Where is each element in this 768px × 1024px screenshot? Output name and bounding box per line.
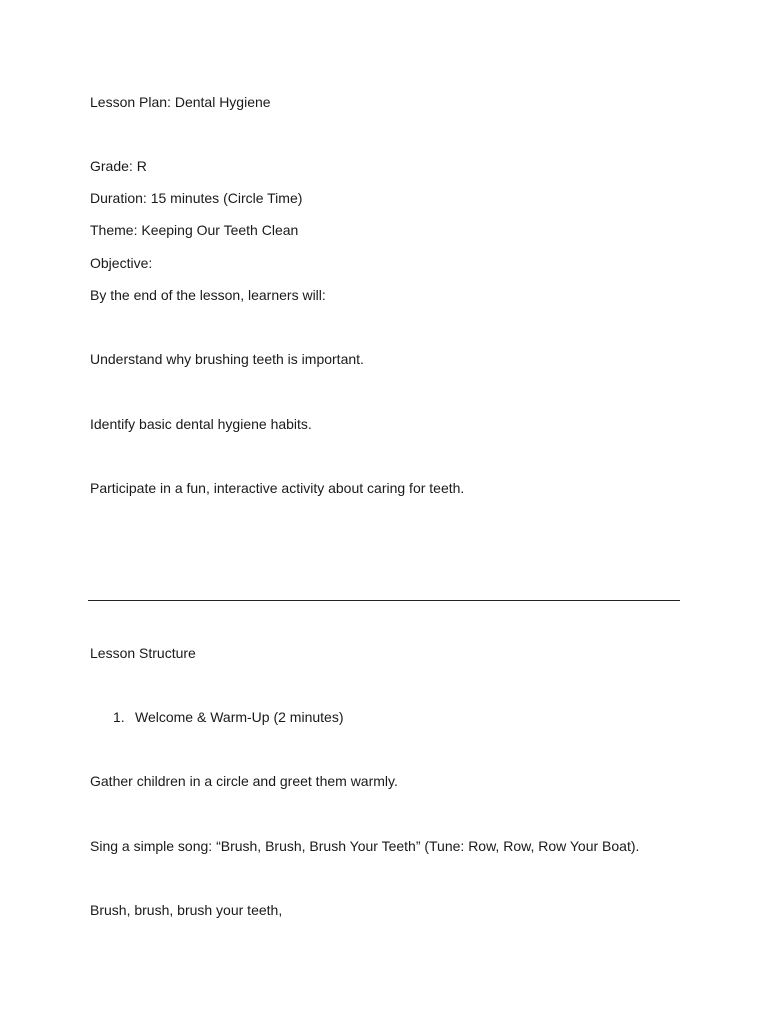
warmup-step-2: Sing a simple song: “Brush, Brush, Brush Your Teeth” (Tune: Row, Row, Row Your Boat). bbox=[90, 838, 640, 854]
objective-item-1: Understand why brushing teeth is important. bbox=[90, 351, 364, 367]
duration-line: Duration: 15 minutes (Circle Time) bbox=[90, 190, 303, 206]
grade-line: Grade: R bbox=[90, 158, 147, 174]
list-item-label: Welcome & Warm-Up (2 minutes) bbox=[135, 709, 344, 725]
structure-heading: Lesson Structure bbox=[90, 645, 196, 661]
objective-item-3: Participate in a fun, interactive activity about caring for teeth. bbox=[90, 480, 465, 496]
structure-list-item-1 bbox=[113, 708, 343, 726]
objective-heading: Objective: bbox=[90, 255, 153, 271]
theme-line: Theme: Keeping Our Teeth Clean bbox=[90, 222, 299, 238]
horizontal-divider bbox=[88, 600, 680, 601]
document-title: Lesson Plan: Dental Hygiene bbox=[90, 94, 271, 110]
objective-item-2: Identify basic dental hygiene habits. bbox=[90, 416, 312, 432]
warmup-step-1: Gather children in a circle and greet them warmly. bbox=[90, 773, 398, 789]
objective-intro: By the end of the lesson, learners will: bbox=[90, 287, 326, 303]
list-number: 1. bbox=[113, 709, 125, 725]
song-line-1: Brush, brush, brush your teeth, bbox=[90, 902, 283, 918]
